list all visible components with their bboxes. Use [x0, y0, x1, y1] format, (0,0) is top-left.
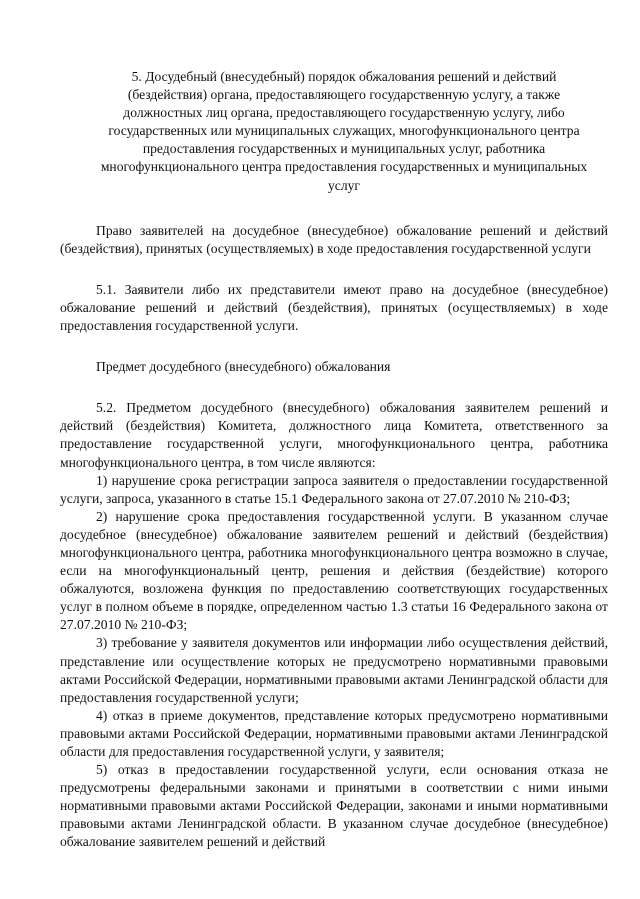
list-item: 3) требование у заявителя документов или информации либо осуществления действий, представление или осуществление которых не предусмотрено нормативными правовыми актами Российской Федерации, нормативными правовыми актами Ленинградской области для предоставления государственной услуги; — [60, 635, 608, 705]
paragraph-5-2: 5.2. Предметом досудебного (внесудебного) обжалования заявителем решений и действий (бездействия) Комитета, должностного лица Комитета, ответственного за предоставление государственной услуги, многофункционального центра, работника многофункционального центра, в том числе являются: — [60, 400, 608, 470]
list-item: 5) отказ в предоставлении государственной услуги, если основания отказа не предусмотрены федеральными законами и принятыми в соответствии с ними иными нормативными правовыми актами Российской Федерации, законами и иными нормативными правовыми актами Ленинградской области. В указанном случае досудебное (внесудебное) обжалование заявителем решений и действий — [60, 762, 608, 850]
section-heading-line: должностных лиц органа, предоставляющего государственную услугу, либо — [123, 105, 565, 121]
section-heading-line: 5. Досудебный (внесудебный) порядок обжалования решений и действий — [131, 69, 557, 84]
section-heading — [60, 68, 608, 195]
section-heading-line: услуг — [328, 177, 360, 193]
list-item: 4) отказ в приеме документов, представление которых предусмотрено нормативными правовыми актами Российской Федерации, нормативными правовыми актами Ленинградской области для предоставления государственной услуги, у заявителя; — [60, 707, 608, 759]
paragraph-5-1: 5.1. Заявители либо их представители имеют право на досудебное (внесудебное) обжалование решений и действий (бездействия), принятых (осуществляемых) в ходе предоставления государственной услуги. — [60, 281, 608, 334]
subheading-rights: Право заявителей на досудебное (внесудебное) обжалование решений и действий (бездействия), принятых (осуществляемых) в ходе предоставления государственной услуги — [60, 222, 608, 256]
subheading-subject: Предмет досудебного (внесудебного) обжалования — [96, 359, 391, 375]
section-heading-line: предоставления государственных и муниципальных услуг, работника — [142, 141, 546, 157]
section-heading-line: государственных или муниципальных служащих, многофункционального центра — [108, 123, 580, 139]
section-heading-line: многофункционального центра предоставления государственных и муниципальных — [100, 159, 588, 175]
list-item: 2) нарушение срока предоставления государственной услуги. В указанном случае досудебное (внесудебное) обжалование заявителем решений и действий (бездействия) многофункционального центра, работника многофункционального центра возможно в случае, если на многофункциональный центр, решения и действия (бездействие) которого обжалуются, возложена функция по предоставлению соответствующих государственных услуг в полном объеме в порядке, определенном частью 1.3 статьи 16 Федерального закона от 27.07.2010 № 210-ФЗ; — [60, 508, 608, 633]
document-content — [60, 68, 608, 852]
section-heading-line: (бездействия) органа, предоставляющего государственную услугу, а также — [127, 87, 561, 103]
list-item: 1) нарушение срока регистрации запроса заявителя о предоставлении государственной услуги, запроса, указанного в статье 15.1 Федерального закона от 27.07.2010 № 210-ФЗ; — [60, 472, 608, 506]
